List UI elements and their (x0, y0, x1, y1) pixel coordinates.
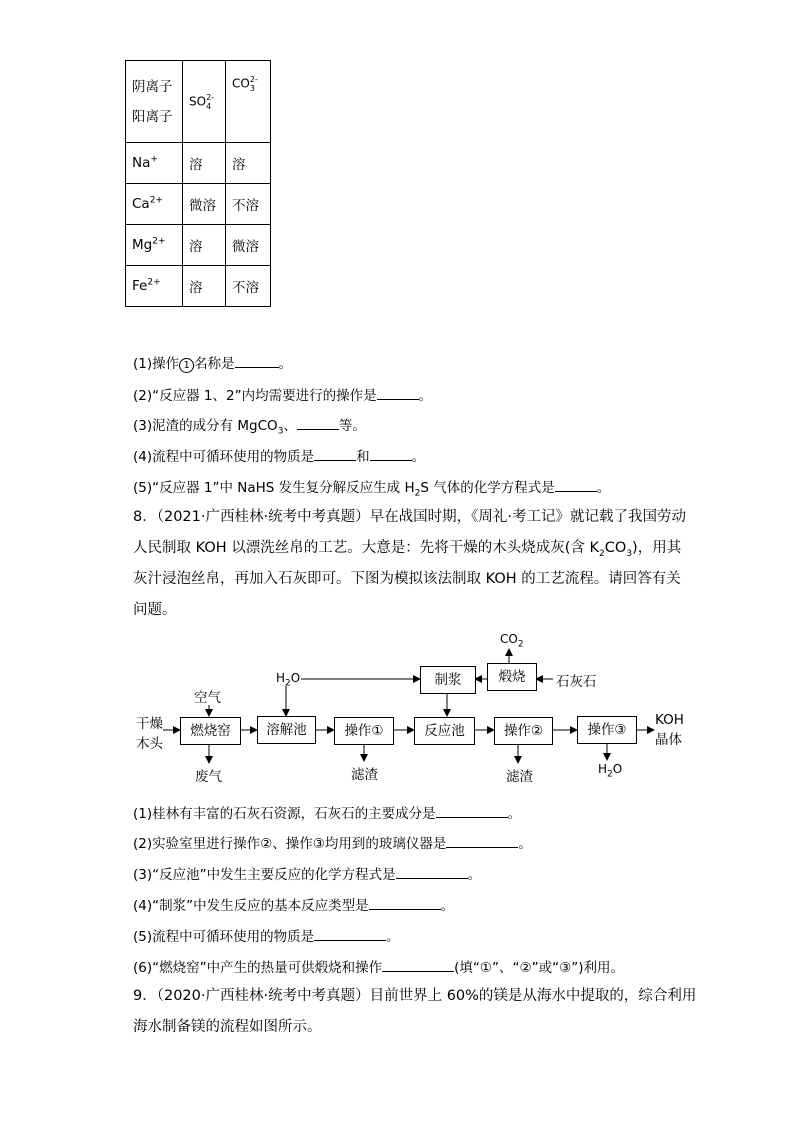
solubility-cell: 微溶 (226, 225, 271, 266)
cation-header: 阳离子 (132, 108, 173, 125)
operation-3-box: 操作③ (577, 716, 637, 744)
answer-blank[interactable] (314, 939, 386, 941)
q7-subquestion-4: (4)流程中可循环使用的物质是 和 。 (133, 449, 426, 465)
dissolving-tank-box: 溶解池 (257, 716, 316, 744)
residue-1-label: 滤渣 (351, 767, 378, 783)
solubility-cell: 溶 (226, 143, 271, 184)
waste-gas-label: 废气 (195, 769, 222, 785)
koh-crystal-label: KOH 晶体 (655, 712, 684, 748)
solubility-cell: 溶 (183, 225, 226, 266)
operation-1-box: 操作① (334, 717, 394, 745)
dry-wood-label: 干燥 木头 (136, 716, 163, 752)
limestone-label: 石灰石 (556, 674, 597, 690)
q8-subquestion-2: (2)实验室里进行操作②、操作③均用到的玻璃仪器是 。 (133, 836, 532, 852)
answer-blank[interactable] (396, 877, 468, 879)
q7-subquestion-3: (3)泥渣的成分有 MgCO$_3$、 等。 (133, 418, 366, 437)
q8-stem: 8．（2021·广西桂林·统考中考真题）早在战国时期，《周礼·考工记》就记载了我国劳动 人民制取 KOH 以漂洗丝帛的工艺。大意是：先将干燥的木头烧成灰(含 $K_2CO_3$)，用其 灰汁浸泡丝帛，再加入石灰即可。下图为模拟该法制取 KOH 的工艺流程。请回答有关 问题。 (133, 509, 686, 618)
slurry-box: 制浆 (420, 666, 476, 694)
q7-subquestion-2: (2)“反应器 1、2”内均需要进行的操作是 。 (133, 388, 433, 404)
answer-blank[interactable] (436, 816, 508, 818)
solubility-cell: 溶 (183, 266, 226, 307)
operation-2-box: 操作② (494, 717, 553, 745)
sulfate-header: SO2- 4 (183, 61, 226, 143)
q9-stem: 9．（2020·广西桂林·统考中考真题）目前世界上 60%的镁是从海水中提取的，综合利用 海水制备镁的流程如图所示。 (133, 988, 697, 1035)
cation-cell: $Ca^{2+}$ (126, 184, 183, 225)
answer-blank[interactable] (369, 908, 441, 910)
q8-subquestion-1: (1)桂林有丰富的石灰石资源，石灰石的主要成分是 。 (133, 806, 522, 822)
calcine-box: 煅烧 (487, 663, 537, 691)
q8-subquestion-6: (6)“燃烧窑”中产生的热量可供煅烧和操作 (填“①”、“②”或“③”)利用。 (133, 960, 624, 976)
q7-subquestion-1: (1)操作 1 名称是 。 (133, 356, 293, 372)
kiln-box: 燃烧窑 (180, 717, 241, 745)
residue-2-label: 滤渣 (506, 769, 533, 785)
reactor-box: 反应池 (414, 717, 475, 745)
answer-blank[interactable] (382, 970, 454, 972)
carbonate-header: CO2- 3 (226, 61, 271, 143)
q8-subquestion-3: (3)“反应池”中发生主要反应的化学方程式是 。 (133, 867, 482, 883)
water-output-label: $H_2O$ (598, 762, 623, 780)
solubility-cell: 微溶 (183, 184, 226, 225)
q7-subquestion-5: (5)“反应器 1”中 NaHS 发生复分解反应生成 $H_2S$ 气体的化学方程式是 。 (133, 480, 611, 499)
circled-number: 1 (179, 358, 194, 373)
solubility-cell: 不溶 (226, 266, 271, 307)
cation-cell: $Fe^{2+}$ (126, 266, 183, 307)
air-label: 空气 (194, 690, 221, 706)
answer-blank[interactable] (446, 846, 518, 848)
q8-subquestion-5: (5)流程中可循环使用的物质是 。 (133, 929, 400, 945)
water-input-label: $H_2O$ (276, 671, 301, 689)
cation-cell: $Mg^{2+}$ (126, 225, 183, 266)
solubility-cell: 不溶 (226, 184, 271, 225)
anion-header: 阴离子 (132, 78, 173, 95)
co2-label: $CO_2$ (500, 632, 524, 650)
cation-cell: Na+ (126, 143, 183, 184)
solubility-cell: 溶 (183, 143, 226, 184)
q8-subquestion-4: (4)“制浆”中发生反应的基本反应类型是 。 (133, 898, 455, 914)
